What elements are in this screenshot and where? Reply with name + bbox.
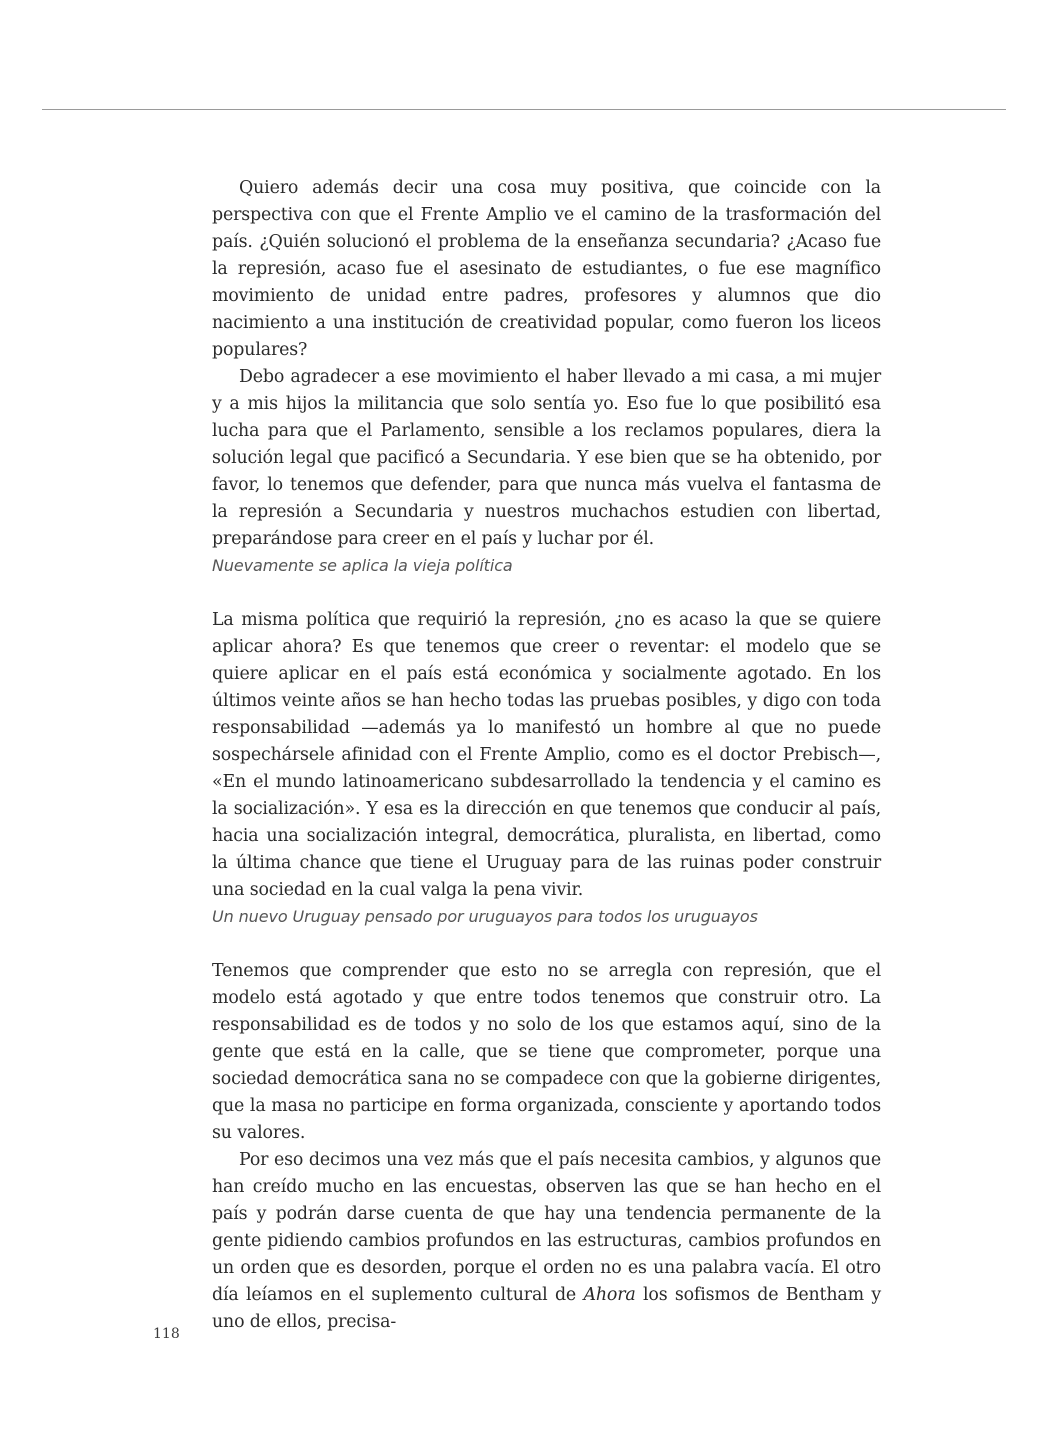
paragraph-text: los sofismos de Bentham y uno de ellos, precisa- (212, 1285, 881, 1332)
paragraph: Quiero además decir una cosa muy positiva, que coincide con la perspectiva con que el Frente Amplio ve el camino de la trasformación del país. ¿Quién solucionó el problema de la enseñanza secundaria? ¿Acaso fue la represión, acaso fue el asesinato de estudiantes, o fue ese magnífico movimiento de unidad entre padres, profesores y alumnos que dio nacimiento a una institución de creatividad popular, como fueron los liceos populares? (212, 178, 881, 360)
paragraph: Tenemos que comprender que esto no se arregla con represión, que el modelo está agotado y que entre todos tenemos que construir otro. La responsabilidad es de todos y no solo de los que estamos aquí, sino de la gente que está en la calle, que se tiene que comprometer, porque una sociedad democrática sana no se compadece con que la gobierne dirigentes, que la masa no participe en forma organizada, consciente y aportando todos su valores. (212, 961, 881, 1143)
paragraph-text: Por eso decimos una vez más que el país necesita cambios, y algunos que han creído mucho en las encuestas, observen las que se han hecho en el país y podrán darse cuenta de que hay una tendencia permanente de la gente pidiendo cambios profundos en las estructuras, cambios profundos en un orden que es desorden, porque el orden no es una palabra vacía. El otro día leíamos en el suplemento cultural de (212, 1150, 881, 1305)
header-rule (42, 109, 1006, 110)
paragraph (212, 1147, 881, 1336)
section-1 (212, 175, 881, 553)
section-3-heading-wrap (212, 907, 881, 927)
page-number: 118 (153, 1326, 180, 1342)
publication-title: Ahora (583, 1285, 636, 1305)
paragraph: Debo agradecer a ese movimiento el haber llevado a mi casa, a mi mujer y a mis hijos la militancia que solo sentía yo. Eso fue lo que posibilitó esa lucha para que el Parlamento, sensible a los reclamos populares, diera la solución legal que pacificó a Secundaria. Y ese bien que se ha obtenido, por favor, lo tenemos que defender, para que nunca más vuelva el fantasma de la represión a Secundaria y nuestros muchachos estudien con libertad, preparándose para creer en el país y luchar por él. (212, 367, 881, 549)
section-heading: Nuevamente se aplica la vieja política (212, 556, 513, 575)
paragraph: La misma política que requirió la represión, ¿no es acaso la que se quiere aplicar ahora? Es que tenemos que creer o reventar: el modelo que se quiere aplicar en el país está económica y socialmente agotado. En los últimos veinte años se han hecho todas las pruebas posibles, y digo con toda responsabilidad —además ya lo manifestó un hombre al que no puede sospechársele afinidad con el Frente Amplio, como es el doctor Prebisch—, «En el mundo latinoamericano subdesarrollado la tendencia y el camino es la socialización». Y esa es la dirección en que tenemos que conducir al país, hacia una socialización integral, democrática, pluralista, en libertad, como la última chance que tiene el Uruguay para de las ruinas poder construir una sociedad en la cual valga la pena vivir. (212, 610, 881, 900)
section-heading: Un nuevo Uruguay pensado por uruguayos para todos los uruguayos (212, 907, 758, 926)
section-2-heading-wrap (212, 556, 881, 576)
section-3 (212, 958, 881, 1336)
section-2 (212, 607, 881, 904)
